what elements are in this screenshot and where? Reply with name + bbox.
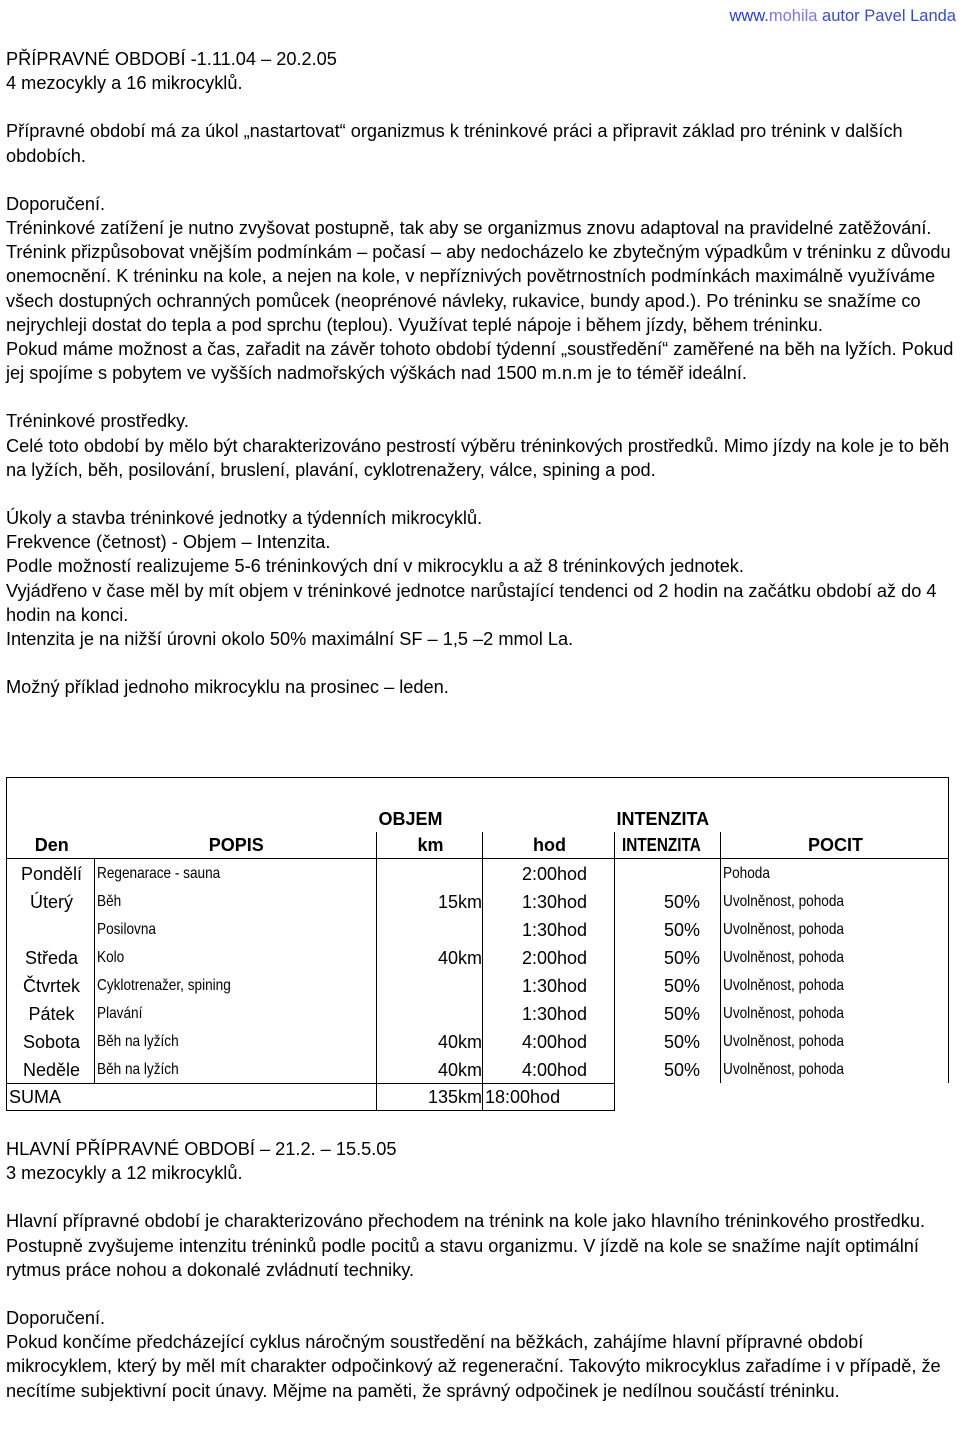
cell-intenzita: 50%: [615, 943, 721, 971]
cell-km: 40km: [377, 1055, 483, 1084]
cell-hod: 2:00hod: [483, 943, 615, 971]
table-row: [7, 915, 949, 943]
intro-paragraph-2: Postupně zvyšujeme intenzitu tréninků podle pocitů a stavu organizmu. V jízdě na kole se snažíme najít optimální rytmus práce nohou a dokonalé zvládnutí techniky.: [6, 1235, 919, 1280]
section-subtitle: 3 mezocykly a 12 mikrocyklů.: [6, 1163, 243, 1184]
microcycle-table: [6, 777, 949, 1111]
cell-den: [7, 915, 95, 943]
col-header-den: Den: [7, 832, 95, 859]
cell-den: Neděle: [7, 1055, 95, 1084]
cell-popis: Plavání: [95, 999, 377, 1027]
section-subtitle: 4 mezocykly a 16 mikrocyklů.: [6, 73, 243, 94]
table-header-row: [7, 832, 949, 859]
cell-intenzita: [615, 858, 721, 887]
cell-hod: 4:00hod: [483, 1027, 615, 1055]
table-row: [7, 1027, 949, 1055]
tasks-line: Intenzita je na nižší úrovni okolo 50% maximální SF – 1,5 –2 mmol La.: [6, 629, 574, 650]
section-preparatory: [6, 47, 956, 699]
cell-popis: Cyklotrenažer, spining: [95, 971, 377, 999]
group-header-objem: OBJEM: [378, 808, 443, 829]
cell-pocit: Uvolněnost, pohoda: [721, 943, 949, 971]
cell-den: Středa: [7, 943, 95, 971]
cell-hod: 1:30hod: [483, 887, 615, 915]
cell-intenzita: 50%: [615, 999, 721, 1027]
camp-paragraph: Pokud máme možnost a čas, zařadit na závěr tohoto období týdenní „soustředění“ zaměřené na běh na lyžích. Pokud jej spojíme s pobytem ve vyšších nadmořských výškách nad 1500 m.n.m je to téměř ideální.: [6, 339, 954, 384]
section-title: PŘÍPRAVNÉ OBDOBÍ -1.11.04 – 20.2.05: [6, 49, 337, 69]
cell-pocit: Uvolněnost, pohoda: [721, 915, 949, 943]
cell-km: [377, 999, 483, 1027]
cell-intenzita: 50%: [615, 1027, 721, 1055]
sum-label: SUMA: [7, 1083, 95, 1110]
website-link[interactable]: www.mohila: [729, 7, 818, 25]
cell-km: 40km: [377, 1027, 483, 1055]
cell-hod: 2:00hod: [483, 858, 615, 887]
cell-km: 40km: [377, 943, 483, 971]
sum-hod: 18:00hod: [483, 1083, 615, 1110]
col-header-pocit: POCIT: [721, 832, 949, 859]
col-header-intenzita: INTENZITA: [615, 832, 721, 859]
tasks-frequency: Frekvence (četnost) - Objem – Intenzita.: [6, 532, 331, 553]
cell-den: Úterý: [7, 887, 95, 915]
cell-pocit: Uvolněnost, pohoda: [721, 1055, 949, 1084]
cell-den: Čtvrtek: [7, 971, 95, 999]
cell-pocit: Uvolněnost, pohoda: [721, 887, 949, 915]
cell-intenzita: 50%: [615, 887, 721, 915]
author-credit: autor Pavel Landa: [817, 7, 956, 25]
cell-den: Sobota: [7, 1027, 95, 1055]
recommendation-paragraph: Pokud končíme předcházející cyklus náročným soustředění na běžkách, zahájíme hlavní přípravné období mikrocyklem, který by měl mít charakter odpočinkový až regenerační. Takovýto mikrocyklus zařadíme i v případě, že necítíme subjektivní pocit únavy. Mějme na paměti, že správný odpočinek je nedílnou součástí tréninku.: [6, 1332, 941, 1401]
cell-popis: Běh na lyžích: [95, 1027, 377, 1055]
col-header-km: km: [377, 832, 483, 859]
page-header: [729, 4, 956, 28]
cell-popis: Regenarace - sauna: [95, 858, 377, 887]
tasks-line: Podle možností realizujeme 5-6 tréninkových dní v mikrocyklu a až 8 tréninkových jednotek.: [6, 556, 744, 577]
recommendation-paragraph: Tréninkové zatížení je nutno zvyšovat postupně, tak aby se organizmus znovu adaptoval na pravidelné zatěžování. Trénink přizpůsobovat vnějším podmínkám – počasí – aby nedocházelo ke zbytečným výpadkům v tréninku z důvodu onemocnění. K tréninku na kole, a nejen na kole, v nepříznivých povětrnostních podmínkách maximálně využíváme všech dostupných ochranných pomůcek (neoprénové návleky, rukavice, bundy apod.). Po tréninku se snažíme co nejrychleji dostat do tepla a pod sprchu (teplou). Využívat teplé nápoje i během jízdy, během tréninku.: [6, 218, 951, 335]
intro-paragraph: Hlavní přípravné období je charakterizováno přechodem na trénink na kole jako hlavního tréninkového prostředku.: [6, 1211, 926, 1232]
cell-pocit: Pohoda: [721, 858, 949, 887]
means-paragraph: Celé toto období by mělo být charakterizováno pestrostí výběru tréninkových prostředků. Mimo jízdy na kole je to běh na lyžích, běh, posilování, bruslení, plavání, cyklotrenažery, válce, spining a pod.: [6, 435, 950, 480]
table-row: [7, 1055, 949, 1084]
cell-hod: 1:30hod: [483, 971, 615, 999]
cell-pocit: Uvolněnost, pohoda: [721, 1027, 949, 1055]
recommendation-heading: Doporučení.: [6, 1308, 106, 1329]
table-row: [7, 887, 949, 915]
sum-km: 135km: [377, 1083, 483, 1110]
cell-intenzita: 50%: [615, 971, 721, 999]
table-row: [7, 943, 949, 971]
table-row: [7, 971, 949, 999]
example-caption: Možný příklad jednoho mikrocyklu na prosinec – leden.: [6, 677, 449, 698]
cell-km: [377, 915, 483, 943]
cell-km: 15km: [377, 887, 483, 915]
cell-intenzita: 50%: [615, 915, 721, 943]
cell-pocit: Uvolněnost, pohoda: [721, 999, 949, 1027]
cell-den: Pátek: [7, 999, 95, 1027]
intro-paragraph: Přípravné období má za úkol „nastartovat“ organizmus k tréninkové práci a připravit základ pro trénink v dalších obdobích.: [6, 121, 903, 166]
tasks-line: Vyjádřeno v čase měl by mít objem v tréninkové jednotce narůstající tendenci od 2 hodin na začátku období až do 4 hodin na konci.: [6, 580, 937, 625]
table-row: [7, 858, 949, 887]
cell-km: [377, 971, 483, 999]
table-row: [7, 999, 949, 1027]
tasks-heading: Úkoly a stavba tréninkové jednotky a týdenních mikrocyklů.: [6, 508, 483, 529]
table-sum-row: [7, 1083, 949, 1110]
recommendation-heading: Doporučení.: [6, 193, 106, 214]
cell-den: Pondělí: [7, 858, 95, 887]
section-title: HLAVNÍ PŘÍPRAVNÉ OBDOBÍ – 21.2. – 15.5.05: [6, 1139, 397, 1159]
col-header-hod: hod: [483, 832, 615, 859]
cell-popis: Kolo: [95, 943, 377, 971]
cell-hod: 1:30hod: [483, 999, 615, 1027]
cell-hod: 4:00hod: [483, 1055, 615, 1084]
cell-hod: 1:30hod: [483, 915, 615, 943]
cell-popis: Běh na lyžích: [95, 1055, 377, 1084]
section-main-preparatory: [6, 1137, 956, 1403]
cell-popis: Běh: [95, 887, 377, 915]
cell-popis: Posilovna: [95, 915, 377, 943]
group-header-intenzita: INTENZITA: [616, 808, 710, 829]
cell-km: [377, 858, 483, 887]
means-heading: Tréninkové prostředky.: [6, 411, 189, 432]
cell-intenzita: 50%: [615, 1055, 721, 1084]
cell-pocit: Uvolněnost, pohoda: [721, 971, 949, 999]
col-header-popis: POPIS: [95, 832, 377, 859]
